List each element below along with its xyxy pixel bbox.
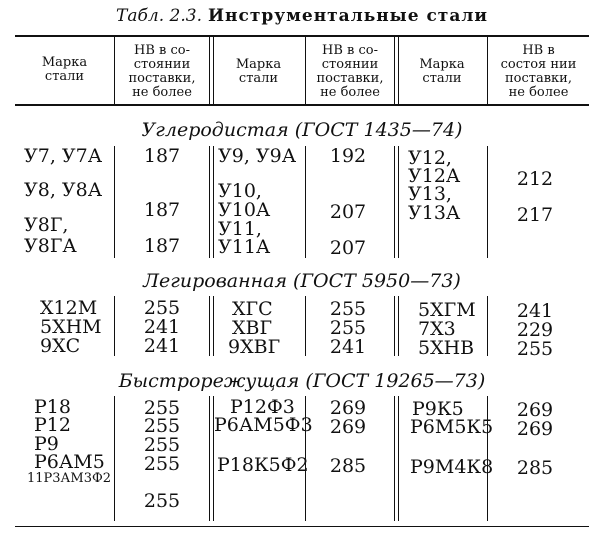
hardness-cell: 187 (143, 235, 181, 257)
hardness-cell: 255 (143, 490, 181, 512)
grade-cell: У10, (218, 180, 262, 202)
hardness-cell: 255 (143, 453, 181, 475)
grade-cell: Р12 (34, 414, 71, 436)
grade-cell: Х12М (40, 297, 98, 319)
bottom-rule (15, 526, 589, 527)
grade-cell: У10А (218, 199, 271, 221)
hardness-cell: 285 (516, 457, 554, 479)
col-divider (114, 296, 115, 356)
grade-cell: 5ХГМ (418, 299, 476, 321)
header-hardness-1: НВ в со- стоянии поставки, не более (128, 43, 196, 100)
col-double-divider (394, 396, 399, 521)
hardness-cell: 269 (516, 418, 554, 440)
hardness-cell: 207 (329, 237, 367, 259)
grade-cell: У8, У8А (24, 179, 103, 201)
table-caption: Табл. 2.3. (116, 6, 202, 26)
col-divider (305, 146, 306, 258)
grade-cell: У8ГА (24, 235, 77, 257)
col-divider (114, 396, 115, 521)
header-rule (15, 104, 589, 106)
header-hardness-2: НВ в со- стоянии поставки, не более (316, 43, 384, 100)
section-title-alloy: Легированная (ГОСТ 5950—73) (143, 270, 461, 292)
grade-cell: 7Х3 (418, 318, 456, 340)
col-divider (487, 296, 488, 356)
grade-cell: Р6АМ5 (34, 451, 105, 473)
header-grade-1: Марка стали (41, 55, 88, 84)
hardness-cell: 255 (143, 397, 181, 419)
hardness-cell: 255 (143, 434, 181, 456)
hardness-cell: 255 (143, 297, 181, 319)
hardness-cell: 269 (329, 397, 367, 419)
grade-cell: Р6АМ5Ф3 (214, 414, 313, 436)
hardness-cell: 285 (329, 455, 367, 477)
hardness-cell: 241 (516, 300, 554, 322)
grade-cell: У8Г, (24, 214, 69, 236)
grade-cell: У12А (408, 165, 461, 187)
grade-cell: 5ХНМ (40, 316, 102, 338)
grade-cell: 5ХНВ (418, 337, 475, 359)
grade-cell: У13, (408, 183, 452, 205)
hardness-cell: 269 (516, 399, 554, 421)
col-divider (305, 296, 306, 356)
hardness-cell: 241 (143, 316, 181, 338)
hardness-cell: 207 (329, 201, 367, 223)
header-hardness-3: НВ в состоя нии поставки, не более (500, 43, 577, 100)
table-title-text: Инструментальные стали (207, 6, 488, 26)
hardness-cell: 229 (516, 319, 554, 341)
section-title-high-speed: Быстрорежущая (ГОСТ 19265—73) (118, 370, 486, 392)
grade-cell: Р9К5 (412, 398, 464, 420)
grade-cell: У9, У9А (218, 145, 297, 167)
grade-cell: Р9М4К8 (410, 456, 494, 478)
hardness-cell: 255 (329, 317, 367, 339)
hardness-cell: 255 (143, 415, 181, 437)
grade-cell: Р6М5К5 (410, 416, 494, 438)
col-divider (114, 146, 115, 258)
grade-cell: 11Р3АМ3Ф2 (27, 471, 112, 486)
grade-cell: У11, (218, 218, 262, 240)
hardness-cell: 269 (329, 416, 367, 438)
header-grade-2: Марка стали (235, 57, 282, 86)
hardness-cell: 187 (143, 199, 181, 221)
grade-cell: У13А (408, 202, 461, 224)
grade-cell: ХВГ (232, 317, 273, 339)
col-double-divider (394, 146, 399, 258)
col-divider (487, 146, 488, 258)
hardness-cell: 192 (329, 145, 367, 167)
grade-cell: 9ХВГ (228, 336, 281, 358)
section-title-carbon: Углеродистая (ГОСТ 1435—74) (141, 119, 463, 141)
col-double-divider (394, 296, 399, 356)
grade-cell: Р12Ф3 (230, 396, 295, 418)
grade-cell: У12, (408, 147, 452, 169)
grade-cell: ХГС (232, 298, 273, 320)
grade-cell: У7, У7А (24, 145, 103, 167)
hardness-cell: 255 (516, 338, 554, 360)
top-rule (15, 35, 589, 37)
hardness-cell: 255 (329, 298, 367, 320)
grade-cell: Р18К5Ф2 (217, 454, 309, 476)
hardness-cell: 187 (143, 145, 181, 167)
grade-cell: Р9 (34, 433, 59, 455)
hardness-cell: 241 (143, 335, 181, 357)
hardness-cell: 241 (329, 336, 367, 358)
grade-cell: Р18 (34, 396, 71, 418)
col-double-divider (209, 146, 214, 258)
table-title (0, 8, 604, 25)
col-double-divider (209, 296, 214, 356)
grade-cell: 9ХС (40, 335, 81, 357)
hardness-cell: 217 (516, 204, 554, 226)
hardness-cell: 212 (516, 168, 554, 190)
grade-cell: У11А (218, 236, 271, 258)
header-grade-3: Марка стали (419, 57, 465, 86)
